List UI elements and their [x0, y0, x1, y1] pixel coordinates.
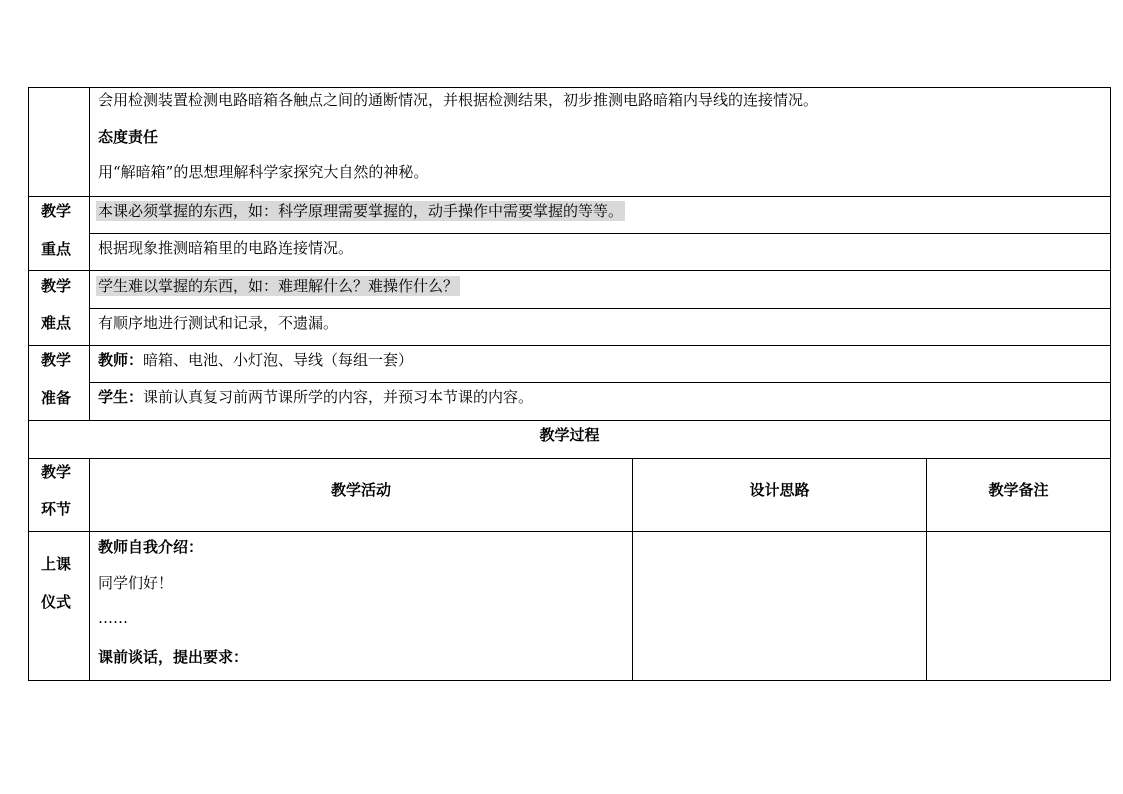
key-points-hint-highlight: 本课必须掌握的东西，如：科学原理需要掌握的，动手操作中需要掌握的等等。 [98, 202, 624, 220]
rule [1110, 87, 1111, 681]
teacher-prep [98, 350, 413, 370]
teacher-prep-label: 教师： [98, 351, 144, 369]
opening-stage-label-1: 上课 [41, 555, 72, 573]
rule [90, 233, 1111, 234]
rule [90, 382, 1111, 383]
rule [89, 87, 90, 420]
skill-objective-text: 会用检测装置检测电路暗箱各触点之间的通断情况，并根据检测结果，初步推测电路暗箱内导线的连接情况。 [98, 91, 819, 109]
ellipsis-text: …… [98, 609, 128, 627]
student-prep [98, 387, 533, 407]
difficulties-hint [98, 276, 460, 296]
talk-heading: 课前谈话，提出要求： [98, 648, 249, 666]
rule [28, 196, 1111, 197]
greeting-text: 同学们好！ [98, 574, 174, 592]
key-points-label-1: 教学 [41, 202, 72, 220]
key-points-hint [98, 201, 625, 221]
rule [28, 345, 1111, 346]
rule [28, 420, 1111, 421]
col-design-header: 设计思路 [749, 481, 810, 499]
process-title: 教学过程 [539, 426, 600, 444]
rule [28, 270, 1111, 271]
rule [28, 87, 29, 681]
difficulties-text: 有顺序地进行测试和记录，不遗漏。 [98, 314, 339, 332]
rule [28, 680, 1111, 681]
difficulties-hint-highlight: 学生难以掌握的东西，如：难理解什么？难操作什么？ [98, 277, 459, 295]
teacher-prep-text: 暗箱、电池、小灯泡、导线（每组一套） [143, 351, 414, 369]
student-prep-label: 学生： [98, 388, 144, 406]
intro-heading: 教师自我介绍： [98, 538, 204, 556]
col-stage-label-1: 教学 [41, 463, 72, 481]
rule [28, 458, 1111, 459]
opening-stage-label-2: 仪式 [41, 593, 72, 611]
rule [28, 87, 1111, 88]
attitude-heading: 态度责任 [98, 128, 159, 146]
rule [90, 308, 1111, 309]
key-points-text: 根据现象推测暗箱里的电路连接情况。 [98, 239, 354, 257]
rule [28, 531, 1111, 532]
student-prep-text: 课前认真复习前两节课所学的内容，并预习本节课的内容。 [143, 388, 534, 406]
col-notes-header: 教学备注 [988, 481, 1049, 499]
difficulties-label-2: 难点 [41, 314, 72, 332]
difficulties-label-1: 教学 [41, 277, 72, 295]
preparation-label-1: 教学 [41, 351, 72, 369]
key-points-label-2: 重点 [41, 240, 72, 258]
attitude-text: 用“解暗箱”的思想理解科学家探究大自然的神秘。 [98, 163, 429, 181]
preparation-label-2: 准备 [41, 389, 72, 407]
col-stage-label-2: 环节 [41, 500, 72, 518]
col-activity-header: 教学活动 [330, 481, 391, 499]
